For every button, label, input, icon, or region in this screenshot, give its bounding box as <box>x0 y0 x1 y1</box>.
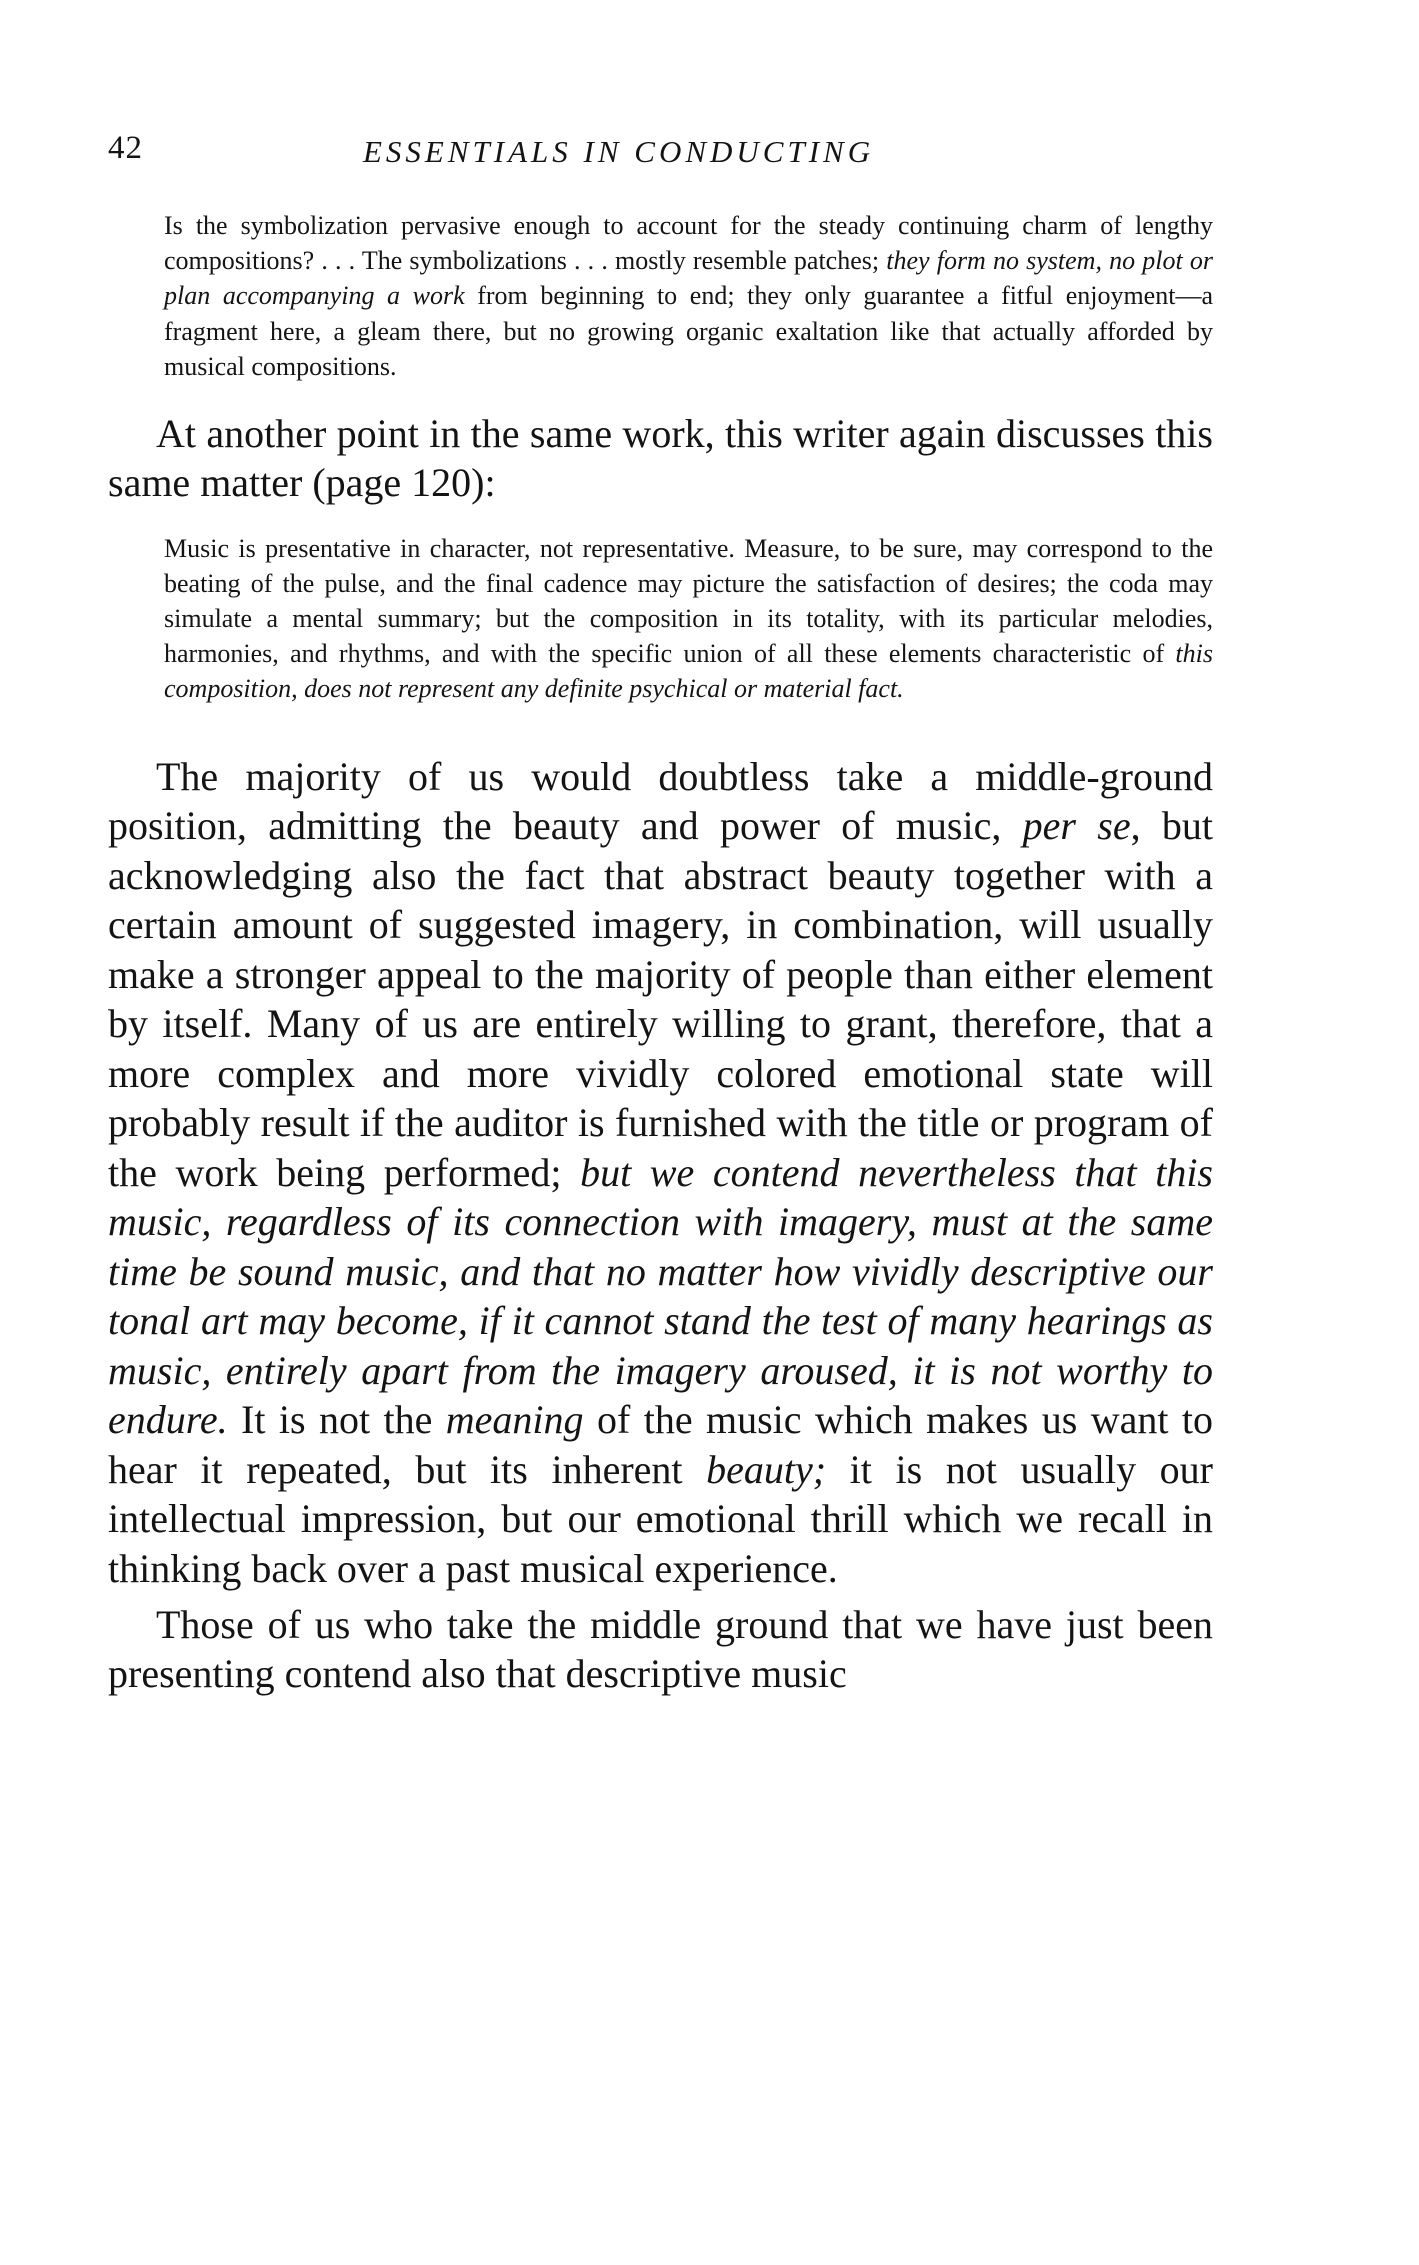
para2-part3: It is not the <box>227 1397 446 1443</box>
body-paragraph-3: Those of us who take the middle ground that we have just been presenting contend also that descriptive music <box>108 1602 1213 1696</box>
quote1-rest: from beginning to end; they only guarantee a fitful enjoyment—a fragment here, a gleam there, but no growing organic exaltation like that actually afforded by musical compositions. <box>164 281 1213 381</box>
running-title: ESSENTIALS IN CONDUCTING <box>363 134 875 169</box>
page-number: 42 <box>108 130 143 166</box>
block-quote-2-text <box>164 531 1213 707</box>
para2-italic-passage: but we contend nevertheless that this music, regardless of its connection with imagery, must at the same time be sound music, and that no matter how vividly descriptive our tonal art may become, if it cannot stand the test of many hearings as music, entirely apart from the imagery aroused, it is not worthy to endure. <box>108 1149 1213 1443</box>
block-quote-1 <box>108 208 1213 384</box>
block-quote-1-text <box>164 208 1213 384</box>
para2-part4: of the music which makes us want to hear it repeated, but its inherent <box>108 1397 1214 1492</box>
para2-per-se: per se <box>1022 803 1131 849</box>
para2-part5: it is not usually our intellectual impression, but our emotional thrill which we recall in thinking back over a past musical experience. <box>108 1446 1214 1591</box>
body-paragraph-2 <box>108 752 1213 1594</box>
quote2-italic: this composition, does not represent any definite psychical or material fact. <box>164 639 1213 704</box>
block-quote-2 <box>108 531 1213 707</box>
para2-part1: The majority of us would doubtless take a middle-ground position, admitting the beauty and power of music, <box>108 753 1213 849</box>
para2-part2: , but acknowledging also the fact that abstract beauty together with a certain amount of suggested imagery, in combination, will usually make a stronger appeal to the majority of people than either element by itself. Many of us are entirely willing to grant, therefore, that a more complex and more vividly colored emotional state will probably result if the auditor is furnished with the title or program of the work being performed; <box>108 803 1214 1195</box>
body-paragraph-1: At another point in the same work, this writer again discusses this same matter (page 120): <box>108 411 1213 505</box>
quote2-text: Music is presentative in character, not representative. Measure, to be sure, may correspond to the beating of the pulse, and the final cadence may picture the satisfaction of desires; the coda may simulate a mental summary; but the composition in its totality, with its particular melodies, harmonies, and rhythms, and with the specific union of all these elements characteristic of <box>164 533 1213 669</box>
quote1-italic: they form no system, no plot or plan accompanying a work <box>164 246 1213 311</box>
running-head <box>108 130 1213 180</box>
quote1-text: Is the symbolization pervasive enough to account for the steady continuing charm of lengthy compositions? . . . The symbolizations . . . mostly resemble patches; <box>164 211 1213 276</box>
para2-meaning: meaning <box>445 1397 584 1443</box>
book-page <box>108 130 1213 1699</box>
para2-beauty: beauty; <box>706 1446 827 1492</box>
